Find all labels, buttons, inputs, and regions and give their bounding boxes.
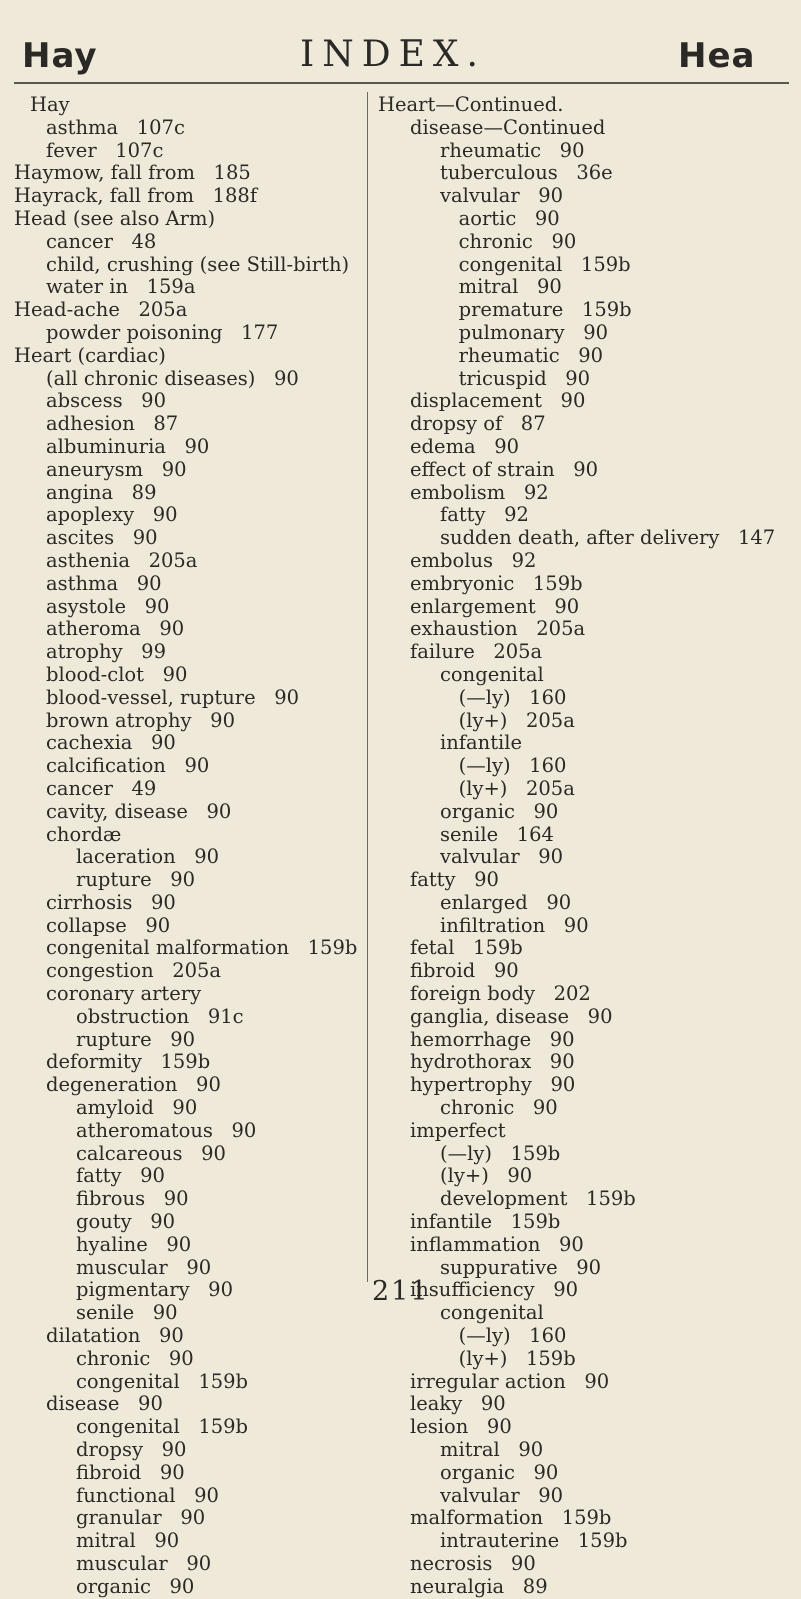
index-entry: valvular 90 bbox=[440, 1483, 564, 1507]
index-entry: rupture 90 bbox=[76, 868, 196, 892]
index-entry: blood-vessel, rupture 90 bbox=[46, 685, 300, 709]
index-entry: powder poisoning 177 bbox=[46, 320, 279, 344]
index-entry: senile 90 bbox=[76, 1301, 178, 1325]
index-entry: calcareous 90 bbox=[76, 1141, 226, 1165]
index-entry: enlargement 90 bbox=[410, 594, 580, 618]
index-entry: (—ly) 159b bbox=[440, 1141, 561, 1165]
index-entry: embolus 92 bbox=[410, 548, 537, 572]
index-entry: fibroid 90 bbox=[410, 959, 519, 983]
index-entry: degeneration 90 bbox=[46, 1073, 221, 1097]
index-entry: asthma 90 bbox=[46, 571, 162, 595]
index-entry: hemorrhage 90 bbox=[410, 1027, 575, 1051]
index-entry: Haymow, fall from 185 bbox=[14, 161, 251, 185]
index-entry: imperfect bbox=[410, 1118, 506, 1142]
index-entry: organic 90 bbox=[76, 1574, 195, 1598]
index-entry: enlarged 90 bbox=[440, 890, 572, 914]
index-entry: congenital 159b bbox=[440, 252, 631, 276]
index-entry: development 159b bbox=[440, 1187, 636, 1211]
index-entry: dropsy 90 bbox=[76, 1438, 187, 1462]
index-entry: (—ly) 160 bbox=[440, 754, 567, 778]
index-entry: rheumatic 90 bbox=[440, 138, 585, 162]
index-entry: asthma 107c bbox=[46, 115, 185, 139]
index-entry: (—ly) 160 bbox=[440, 1324, 567, 1348]
index-entry: intrauterine 159b bbox=[440, 1529, 628, 1553]
index-entry: congenital 159b bbox=[76, 1369, 249, 1393]
index-entry: disease—Continued bbox=[410, 115, 606, 139]
index-entry: malformation 159b bbox=[410, 1506, 612, 1530]
index-entry: atrophy 99 bbox=[46, 640, 166, 664]
index-entry: chronic 90 bbox=[440, 1096, 558, 1120]
index-entry: fibroid 90 bbox=[76, 1460, 185, 1484]
index-entry: displacement 90 bbox=[410, 389, 586, 413]
index-entry: (all chronic diseases) 90 bbox=[46, 366, 299, 390]
index-entry: irregular action 90 bbox=[410, 1369, 610, 1393]
index-entry: insufficiency 90 bbox=[410, 1278, 579, 1302]
index-entry: mitral 90 bbox=[440, 275, 562, 299]
index-entry: infiltration 90 bbox=[440, 913, 589, 937]
index-entry: failure 205a bbox=[410, 640, 543, 664]
index-entry: sudden death, after delivery 147 bbox=[440, 526, 776, 550]
index-entry: infantile bbox=[440, 731, 523, 755]
index-entry: cancer 48 bbox=[46, 229, 157, 253]
column-divider bbox=[367, 92, 368, 1282]
index-entry: organic 90 bbox=[440, 799, 559, 823]
index-entry: deformity 159b bbox=[46, 1050, 211, 1074]
index-entry: (—ly) 160 bbox=[440, 685, 567, 709]
index-entry: congenital 159b bbox=[76, 1415, 249, 1439]
index-entry: hyaline 90 bbox=[76, 1232, 192, 1256]
index-entry: fetal 159b bbox=[410, 936, 523, 960]
index-entry: Hay bbox=[30, 93, 70, 116]
index-entry: fatty 92 bbox=[440, 503, 529, 527]
index-entry: mitral 90 bbox=[440, 1438, 544, 1462]
page-header bbox=[0, 0, 801, 80]
index-entry: organic 90 bbox=[440, 1460, 559, 1484]
index-entry: (ly+) 205a bbox=[440, 708, 575, 732]
index-entry: tuberculous 36e bbox=[440, 161, 613, 185]
index-entry: inflammation 90 bbox=[410, 1232, 584, 1256]
index-entry: ascites 90 bbox=[46, 526, 158, 550]
index-entry: atheromatous 90 bbox=[76, 1118, 257, 1142]
index-entry: Hayrack, fall from 188f bbox=[14, 184, 258, 208]
index-entry: muscular 90 bbox=[76, 1552, 212, 1575]
index-entry: congenital bbox=[440, 662, 544, 686]
index-entry: Heart (cardiac) bbox=[14, 343, 166, 367]
index-entry: foreign body 202 bbox=[410, 982, 591, 1006]
index-entry: chordæ bbox=[46, 822, 122, 846]
index-entry: fever 107c bbox=[46, 138, 164, 162]
index-entry: granular 90 bbox=[76, 1506, 206, 1530]
index-entry: calcification 90 bbox=[46, 754, 210, 778]
index-entry: effect of strain 90 bbox=[410, 457, 599, 481]
index-entry: tricuspid 90 bbox=[440, 366, 591, 390]
index-entry: angina 89 bbox=[46, 480, 157, 504]
index-entry: senile 164 bbox=[440, 822, 554, 846]
index-entry: brown atrophy 90 bbox=[46, 708, 235, 732]
index-entry: congestion 205a bbox=[46, 959, 222, 983]
index-entry: collapse 90 bbox=[46, 913, 171, 937]
index-entry: pulmonary 90 bbox=[440, 320, 609, 344]
header-title: INDEX. bbox=[300, 34, 486, 75]
index-entry: cancer 49 bbox=[46, 776, 157, 800]
index-entry: Head (see also Arm) bbox=[14, 206, 216, 230]
index-entry: fatty 90 bbox=[410, 868, 499, 892]
index-entry: aortic 90 bbox=[440, 206, 560, 230]
index-entry: functional 90 bbox=[76, 1483, 219, 1507]
right-column bbox=[378, 94, 793, 1599]
index-entry: (ly+) 90 bbox=[440, 1164, 533, 1188]
index-entry: embolism 92 bbox=[410, 480, 549, 504]
index-entry: edema 90 bbox=[410, 434, 520, 458]
index-entry: cachexia 90 bbox=[46, 731, 176, 755]
index-entry: Head-ache 205a bbox=[14, 298, 188, 322]
index-entry: pigmentary 90 bbox=[76, 1278, 233, 1302]
index-entry: ganglia, disease 90 bbox=[410, 1004, 613, 1028]
index-entry: (ly+) 159b bbox=[440, 1346, 576, 1370]
index-entry: abscess 90 bbox=[46, 389, 166, 413]
index-entry: child, crushing (see Still-birth) bbox=[46, 252, 350, 276]
index-entry: neuralgia 89 bbox=[410, 1574, 548, 1598]
header-rule bbox=[14, 82, 789, 84]
index-entry: mitral 90 bbox=[76, 1529, 180, 1553]
index-entry: valvular 90 bbox=[440, 845, 564, 869]
index-entry: amyloid 90 bbox=[76, 1096, 198, 1120]
index-entry: suppurative 90 bbox=[440, 1255, 602, 1279]
header-left-guide-word: Hay bbox=[22, 36, 98, 76]
index-entry: muscular 90 bbox=[76, 1255, 212, 1279]
index-entry: albuminuria 90 bbox=[46, 434, 210, 458]
index-entry: fibrous 90 bbox=[76, 1187, 189, 1211]
index-entry: coronary artery bbox=[46, 982, 202, 1006]
index-entry: infantile 159b bbox=[410, 1210, 561, 1234]
header-right-guide-word: Hea bbox=[678, 36, 756, 76]
left-column bbox=[14, 94, 364, 1599]
index-entry: cirrhosis 90 bbox=[46, 890, 176, 914]
index-entry: exhaustion 205a bbox=[410, 617, 586, 641]
index-entry: chronic 90 bbox=[76, 1346, 194, 1370]
index-entry: embryonic 159b bbox=[410, 571, 583, 595]
index-entry: laceration 90 bbox=[76, 845, 220, 869]
index-entry: rheumatic 90 bbox=[440, 343, 604, 367]
index-entry: dropsy of 87 bbox=[410, 412, 546, 436]
index-entry: hypertrophy 90 bbox=[410, 1073, 576, 1097]
index-entry: adhesion 87 bbox=[46, 412, 179, 436]
index-entry: necrosis 90 bbox=[410, 1552, 536, 1575]
index-entry: cavity, disease 90 bbox=[46, 799, 232, 823]
index-entry: gouty 90 bbox=[76, 1210, 176, 1234]
index-entry: disease 90 bbox=[46, 1392, 163, 1416]
index-entry: atheroma 90 bbox=[46, 617, 185, 641]
index-entry: water in 159a bbox=[46, 275, 196, 299]
index-entry: obstruction 91c bbox=[76, 1004, 244, 1028]
index-entry: blood-clot 90 bbox=[46, 662, 188, 686]
index-entry: (ly+) 205a bbox=[440, 776, 575, 800]
index-entry: asystole 90 bbox=[46, 594, 170, 618]
index-entry: asthenia 205a bbox=[46, 548, 198, 572]
index-entry: leaky 90 bbox=[410, 1392, 506, 1416]
index-entry: chronic 90 bbox=[440, 229, 577, 253]
index-entry: Heart—Continued. bbox=[378, 93, 564, 116]
index-entry: rupture 90 bbox=[76, 1027, 196, 1051]
index-entry: lesion 90 bbox=[410, 1415, 512, 1439]
index-entry: congenital bbox=[440, 1301, 544, 1325]
index-entry: congenital malformation 159b bbox=[46, 936, 358, 960]
index-entry: hydrothorax 90 bbox=[410, 1050, 575, 1074]
index-entry: fatty 90 bbox=[76, 1164, 165, 1188]
index-entry: aneurysm 90 bbox=[46, 457, 187, 481]
index-entry: premature 159b bbox=[440, 298, 632, 322]
index-entry: apoplexy 90 bbox=[46, 503, 178, 527]
index-entry: dilatation 90 bbox=[46, 1324, 184, 1348]
page-number: 211 bbox=[372, 1276, 430, 1307]
index-entry: valvular 90 bbox=[440, 184, 564, 208]
